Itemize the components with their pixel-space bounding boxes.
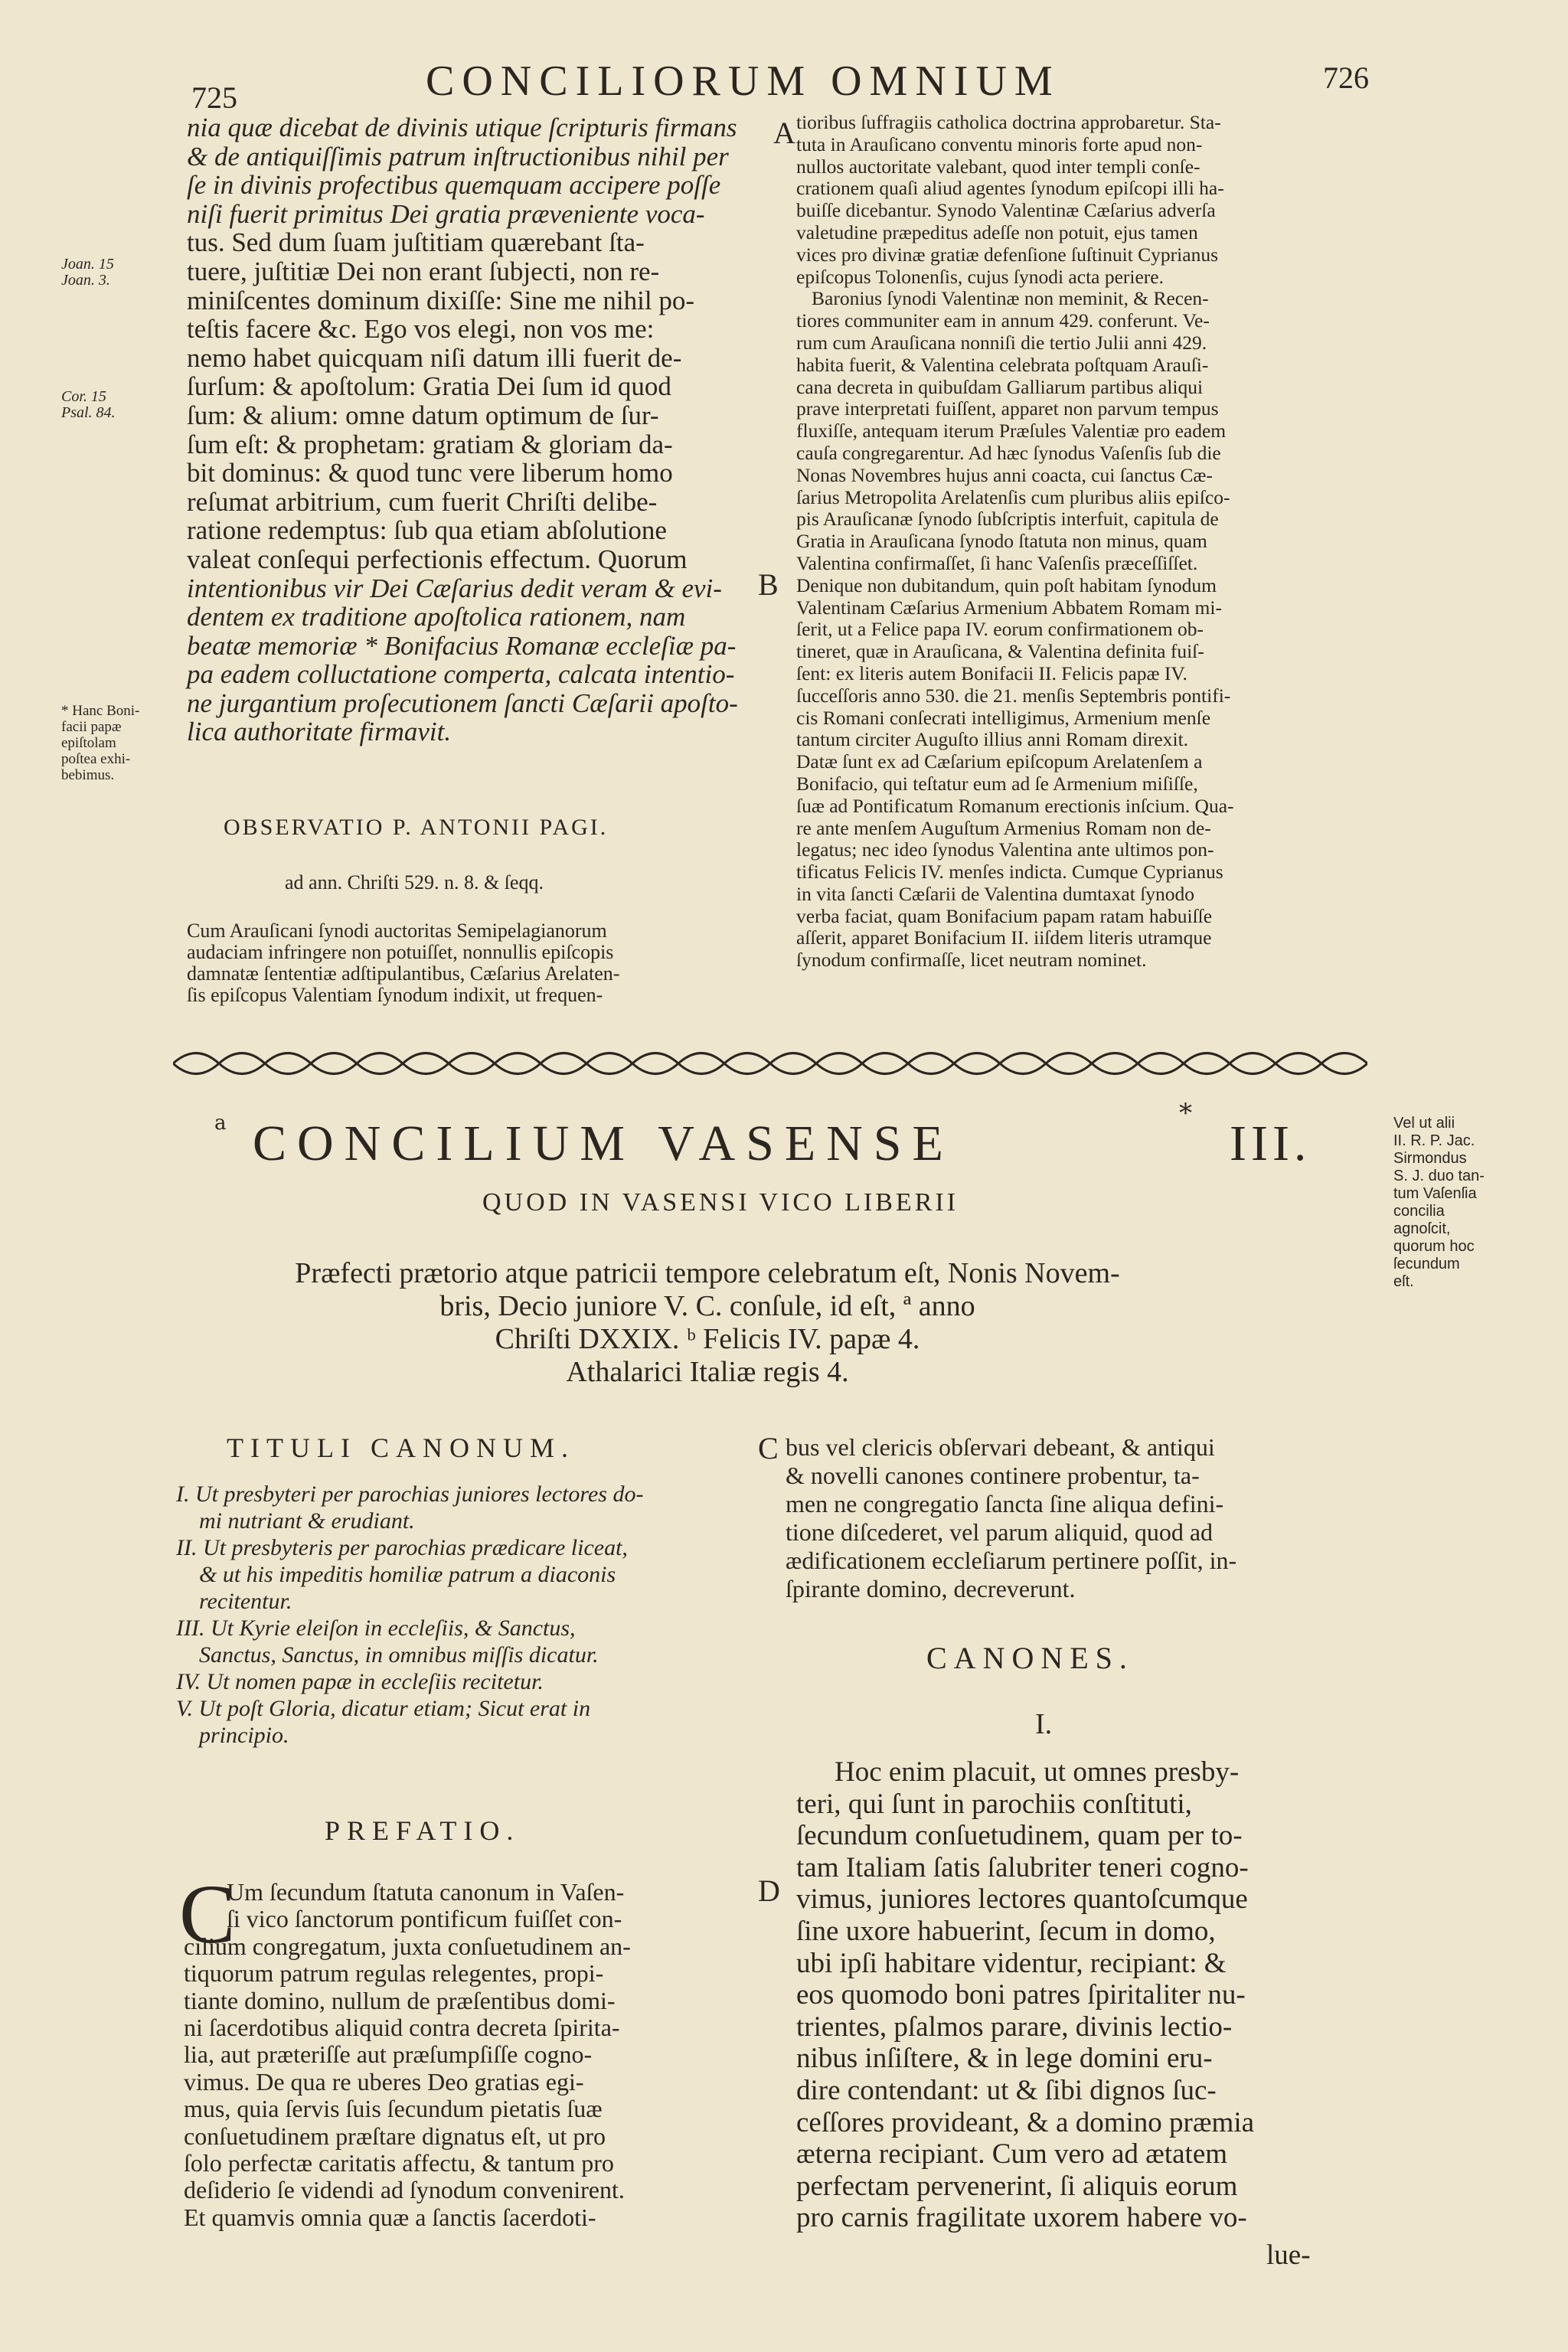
text-line: Valentinam Cæſarius Armenium Abbatem Romam mi- bbox=[796, 596, 1222, 619]
tituli-list bbox=[176, 1481, 643, 1749]
text-line: tioribus ſuffragiis catholica doctrina approbaretur. Sta- bbox=[796, 111, 1221, 133]
text-line: ſuæ ad Pontificatum Romanum erectionis inſcium. Qua- bbox=[796, 794, 1234, 817]
text-line: cilium congregatum, juxta conſuetudinem an- bbox=[184, 1932, 631, 1960]
text-line: pa eadem colluctatione comperta, calcata intentio- bbox=[187, 659, 735, 690]
margin-note-joan-3: Joan. 3. bbox=[61, 272, 110, 289]
text-line: eos quomodo boni patres ſpiritaliter nu- bbox=[796, 1979, 1246, 2011]
text-line: nullos auctoritate valebant, quod inter templi conſe- bbox=[796, 155, 1200, 178]
text-line: Datæ ſunt ex ad Cæſarium epiſcopum Arelatenſem a bbox=[796, 750, 1203, 773]
text-line: beatæ memoriæ * Bonifacius Romanæ eccleſiæ pa- bbox=[187, 630, 737, 661]
page-number-left: 725 bbox=[191, 80, 237, 115]
text-line: ſpirante domino, decreverunt. bbox=[786, 1575, 1076, 1602]
text-line: legatus; nec ideo ſynodus Valentina ante ultimos pon- bbox=[796, 838, 1214, 861]
text-line: nibus inſiſtere, & in lege domini eru- bbox=[796, 2043, 1213, 2075]
text-line: cis Romani conſecrati intelligimus, Armenium menſe bbox=[796, 706, 1211, 729]
text-line: in vita ſancti Cæſarii de Valentina dumtaxat ſynodo bbox=[796, 882, 1195, 905]
praefatio-heading: PREFATIO. bbox=[325, 1815, 521, 1846]
text-line: men ne congregatio ſancta ſine aliqua defini- bbox=[786, 1490, 1224, 1517]
upper-right-column bbox=[796, 112, 1234, 972]
text-line: intentionibus vir Dei Cæſarius dedit veram & evi- bbox=[187, 573, 722, 603]
margin-note-bonifacius: * Hanc Boni- facii papæ epiſtolam poſtea exhi- bebimus. bbox=[61, 703, 140, 783]
text-line: damnatæ ſententiæ adſtipulantibus, Cæſarius Arelaten- bbox=[187, 962, 620, 985]
text-line: tineret, quæ in Arauſicana, & Valentina definita fuiſ- bbox=[796, 640, 1204, 663]
toc-item: recitentur. bbox=[199, 1589, 292, 1614]
page-number-right: 726 bbox=[1323, 60, 1369, 95]
toc-item: II. Ut presbyteris per parochias prædicare liceat, bbox=[176, 1535, 628, 1560]
text-line: verba faciat, quam Bonifacium papam ratam habuiſſe bbox=[796, 904, 1213, 927]
text-line: tiores communiter eam in annum 429. conferunt. Ve- bbox=[796, 309, 1210, 332]
text-line: prave interpretati fuiſſent, apparet non parvum tempus bbox=[796, 397, 1219, 420]
text-line: & novelli canones continere probentur, ta- bbox=[786, 1462, 1200, 1489]
text-line: bit dominus: & quod tunc vere liberum homo bbox=[187, 458, 673, 488]
text-line: Bonifacio, qui teſtatur eum ad ſe Armenium miſiſſe, bbox=[796, 772, 1198, 795]
column-letter-c: C bbox=[758, 1431, 779, 1465]
text-line: ſent: ex literis autem Bonifacii II. Felicis papæ IV. bbox=[796, 662, 1187, 684]
text-line: deſiderio ſe videndi ad ſynodum convenirent. bbox=[184, 2176, 625, 2204]
margin-note-cor-15: Cor. 15 bbox=[61, 388, 106, 405]
text-line: vimus. De qua re uberes Deo gratias egi- bbox=[184, 2067, 584, 2096]
lower-right-intro bbox=[786, 1433, 1236, 1603]
observatio-reference: ad ann. Chriſti 529. n. 8. & ſeqq. bbox=[285, 871, 544, 893]
drop-cap: C bbox=[179, 1867, 236, 1961]
text-line: nemo habet quicquam niſi datum illi fuerit de- bbox=[187, 342, 682, 373]
text-line: Cum Arauſicani ſynodi auctoritas Semipelagianorum bbox=[187, 920, 607, 942]
toc-item: V. Ut poſt Gloria, dicatur etiam; Sicut erat in bbox=[176, 1696, 591, 1721]
text-line: tus. Sed dum ſuam juſtitiam quærebant ſta- bbox=[187, 227, 645, 258]
text-line: ceſſores provideant, & a domino præmia bbox=[796, 2106, 1255, 2138]
text-line: tuere, juſtitiæ Dei non erant ſubjecti, non re- bbox=[187, 256, 660, 286]
text-line: tificatus Felicis IV. menſes indicta. Cumque Cyprianus bbox=[796, 861, 1223, 884]
observatio-text bbox=[187, 920, 619, 1006]
text-line: tuta in Arauſicano conventu minoris forte apud non- bbox=[796, 132, 1203, 155]
column-letter-a: A bbox=[773, 116, 795, 150]
text-line: Baronius ſynodi Valentinæ non meminit, & Recen- bbox=[812, 287, 1209, 310]
text-line: ſe in divinis profectibus quemquam accipere poſſe bbox=[187, 170, 721, 201]
text-line: mus, quia ſervis ſuis ſecundum pietatis ſuæ bbox=[184, 2095, 603, 2123]
text-line: pro carnis fragilitate uxorem habere vo- bbox=[796, 2202, 1247, 2234]
text-line: Valentina confirmaſſet, ſi hanc Vaſenſis præceſſiſſet. bbox=[796, 551, 1198, 574]
canon-number: I. bbox=[1035, 1708, 1053, 1740]
margin-note-psal-84: Psal. 84. bbox=[61, 404, 116, 421]
text-line: ſecundum conſuetudinem, quam per to- bbox=[796, 1820, 1243, 1852]
text-line: æterna recipiant. Cum vero ad ætatem bbox=[796, 2138, 1228, 2171]
tituli-heading: TITULI CANONUM. bbox=[227, 1432, 575, 1463]
text-line: ni ſacerdotibus aliquid contra decreta ſpirita- bbox=[184, 2014, 620, 2042]
text-line: ſucceſſoris anno 530. die 21. menſis Septembris pontifi- bbox=[796, 684, 1231, 707]
canones-heading: CANONES. bbox=[926, 1641, 1134, 1675]
text-line: re ante menſem Auguſtum Armenius Romam non de- bbox=[796, 816, 1211, 839]
footnote-mark-a: a bbox=[214, 1112, 227, 1135]
text-line: pis Arauſicanæ ſynodo ſubſcriptis interfuit, capitula de bbox=[796, 508, 1219, 531]
text-line: bris, Decio juniore V. C. conſule, id eſt, ª anno bbox=[439, 1290, 975, 1322]
text-line: trientes, pſalmos parare, divinis lectio- bbox=[796, 2011, 1233, 2043]
upper-left-column bbox=[187, 113, 738, 746]
text-line: reſumat arbitrium, cum fuerit Chriſti delibe- bbox=[187, 486, 658, 517]
text-line: Hoc enim placuit, ut omnes presby- bbox=[835, 1756, 1240, 1788]
toc-item: Sanctus, Sanctus, in omnibus miſſis dicatur. bbox=[199, 1642, 599, 1668]
text-line: crationem quaſi aliud agentes ſynodum epiſcopi illi ha- bbox=[796, 177, 1224, 200]
text-line: ne jurgantium proſecutionem ſancti Cæſarii apoſto- bbox=[187, 688, 738, 718]
text-line: tam Italiam ſatis ſalubriter teneri cogno- bbox=[796, 1851, 1249, 1883]
text-line: ſerit, ut a Felice papa IV. eorum confirmationem ob- bbox=[796, 618, 1204, 641]
text-line: cauſa congregarentur. Ad hæc ſynodus Vaſenſis ſub die bbox=[796, 441, 1221, 464]
text-line: Denique non dubitandum, quin poſt habitam ſynodum bbox=[796, 573, 1217, 596]
toc-item: & ut his impeditis homiliæ patrum a diaconis bbox=[199, 1562, 616, 1587]
text-line: Chriſti DXXIX. ᵇ Felicis IV. papæ 4. bbox=[495, 1323, 920, 1355]
text-line: ſine uxore habuerint, ſecum in domo, bbox=[796, 1915, 1216, 1947]
text-line: miniſcentes dominum dixiſſe: Sine me nihil po- bbox=[187, 285, 694, 315]
text-line: vimus, juniores lectores quantoſcumque bbox=[796, 1883, 1248, 1916]
text-line: buiſſe dicebantur. Synodo Valentinæ Cæſarius adverſa bbox=[796, 199, 1216, 222]
text-line: Gratia in Arauſicana ſynodo ſtatuta non minus, quam bbox=[796, 530, 1207, 553]
council-subtitle: QUOD IN VASENSI VICO LIBERII bbox=[482, 1188, 959, 1217]
text-line: habita fuerit, & Valentina celebrata poſtquam Arauſi- bbox=[796, 353, 1209, 376]
text-line: ſolo perfectæ caritatis affectu, & tantum pro bbox=[184, 2149, 614, 2177]
text-line: tantum circiter Auguſto illius anni Romam direxit. bbox=[796, 728, 1189, 751]
text-line: epiſcopus Tolonenſis, cujus ſynodi acta periere. bbox=[796, 265, 1164, 288]
margin-note-joan-15: Joan. 15 bbox=[61, 256, 114, 273]
text-line: nia quæ dicebat de divinis utique ſcripturis firmans bbox=[187, 113, 737, 142]
footnote-mark-star: * bbox=[1179, 1098, 1192, 1129]
text-line: dentem ex traditione apoſtolica rationem, nam bbox=[187, 602, 686, 632]
text-line: ſum: & alium: omne datum optimum de ſur- bbox=[187, 400, 659, 430]
council-number: III. bbox=[1230, 1116, 1312, 1171]
text-line: bus vel clericis obſervari debeant, & antiqui bbox=[786, 1433, 1215, 1461]
text-line: cana decreta in quibuſdam Galliarum partibus aliqui bbox=[796, 375, 1204, 398]
text-line: valeat conſequi perfectionis effectum. Quorum bbox=[187, 544, 688, 574]
text-line: lica authoritate firmavit. bbox=[187, 717, 452, 747]
praefatio-text bbox=[184, 1879, 631, 2231]
text-line: teri, qui ſunt in parochiis conſtituti, bbox=[796, 1788, 1192, 1820]
text-line: ſynodum confirmaſſe, licet neutram nominet. bbox=[796, 949, 1147, 972]
catchword: lue- bbox=[1266, 2239, 1311, 2271]
text-line: valetudine præpeditus adeſſe non potuit, ejus tamen bbox=[796, 220, 1198, 243]
toc-item: principio. bbox=[199, 1723, 289, 1748]
text-line: perfectam pervenerint, ſi aliquis eorum bbox=[796, 2170, 1238, 2202]
council-intro bbox=[0, 1257, 1568, 1389]
text-line: ædificationem eccleſiarum pertinere poſſit, in- bbox=[786, 1547, 1237, 1574]
text-line: rum cum Arauſicana nonniſi die tertio Julii anni 429. bbox=[796, 331, 1207, 354]
text-line: ſi vico ſanctorum pontificum fuiſſet con- bbox=[227, 1905, 622, 1933]
text-line: Et quamvis omnia quæ a ſanctis ſacerdoti- bbox=[184, 2203, 596, 2231]
text-line: niſi fuerit primitus Dei gratia præveniente voca- bbox=[187, 198, 705, 229]
text-line: fluxiſſe, antequam iterum Præſules Valentiæ pro eadem bbox=[796, 420, 1227, 443]
text-line: vices pro divinæ gratiæ defenſione ſuſtinuit Cyprianus bbox=[796, 243, 1219, 266]
right-margin-note: Vel ut alii II. R. P. Jac. Sirmondus S. J. duo tan- tum Vaſenſia concilia agnoſcit, quorum hoc ſecundum eſt. bbox=[1393, 1115, 1485, 1290]
text-line: ratione redemptus: ſub qua etiam abſolutione bbox=[187, 515, 667, 546]
text-line: ſarius Metropolita Arelatenſis cum pluribus aliis epiſco- bbox=[796, 485, 1230, 508]
toc-item: I. Ut presbyteri per parochias juniores lectores do- bbox=[176, 1481, 644, 1507]
toc-item: III. Ut Kyrie eleiſon in eccleſiis, & Sanctus, bbox=[176, 1615, 576, 1641]
text-line: audaciam infringere non potuiſſet, nonnullis epiſcopis bbox=[187, 941, 614, 963]
text-line: aſſerit, apparet Bonifacium II. iiſdem literis utramque bbox=[796, 926, 1212, 949]
observatio-heading: OBSERVATIO P. ANTONII PAGI. bbox=[224, 815, 609, 840]
text-line: ſum eſt: & prophetam: gratiam & gloriam da- bbox=[187, 429, 673, 459]
council-title: CONCILIUM VASENSE bbox=[253, 1116, 954, 1171]
text-line: ſurſum: & apoſtolum: Gratia Dei ſum id quod bbox=[187, 371, 671, 402]
text-line: conſuetudinem præſtare dignatus eſt, ut pro bbox=[184, 2122, 606, 2150]
text-line: tiquorum patrum regulas relegentes, propi- bbox=[184, 1959, 604, 1988]
column-letter-d: D bbox=[758, 1873, 780, 1908]
text-line: dire contendant: ut & ſibi dignos ſuc- bbox=[796, 2074, 1217, 2106]
toc-item: IV. Ut nomen papæ in eccleſiis recitetur. bbox=[176, 1669, 544, 1694]
text-line: Athalarici Italiæ regis 4. bbox=[566, 1356, 849, 1388]
canon-text bbox=[796, 1756, 1254, 2234]
ornamental-divider bbox=[173, 1046, 1367, 1081]
text-line: ubi ipſi habitare videntur, recipiant: & bbox=[796, 1947, 1227, 1979]
text-line: Præfecti prætorio atque patricii tempore celebratum eſt, Nonis Novem- bbox=[295, 1257, 1120, 1289]
column-letter-b: B bbox=[758, 567, 779, 602]
text-line: tiante domino, nullum de præſentibus domi- bbox=[184, 1986, 616, 2014]
text-line: ſis epiſcopus Valentiam ſynodum indixit, ut frequen- bbox=[187, 984, 603, 1006]
toc-item: mi nutriant & erudiant. bbox=[199, 1508, 415, 1534]
text-line: lia, aut præteriſſe aut præſumpſiſſe cogno- bbox=[184, 2040, 593, 2069]
running-title: CONCILIORUM OMNIUM bbox=[426, 57, 1060, 105]
text-line: tione diſcederet, vel parum aliquid, quod ad bbox=[786, 1518, 1214, 1546]
text-line: & de antiquiſſimis patrum inſtructionibus nihil per bbox=[187, 141, 729, 172]
text-line: teſtis facere &c. Ego vos elegi, non vos me: bbox=[187, 314, 655, 345]
text-line: Nonas Novembres hujus anni coacta, cui ſanctus Cæ- bbox=[796, 463, 1213, 486]
text-line: Um ſecundum ſtatuta canonum in Vaſen- bbox=[227, 1878, 625, 1906]
